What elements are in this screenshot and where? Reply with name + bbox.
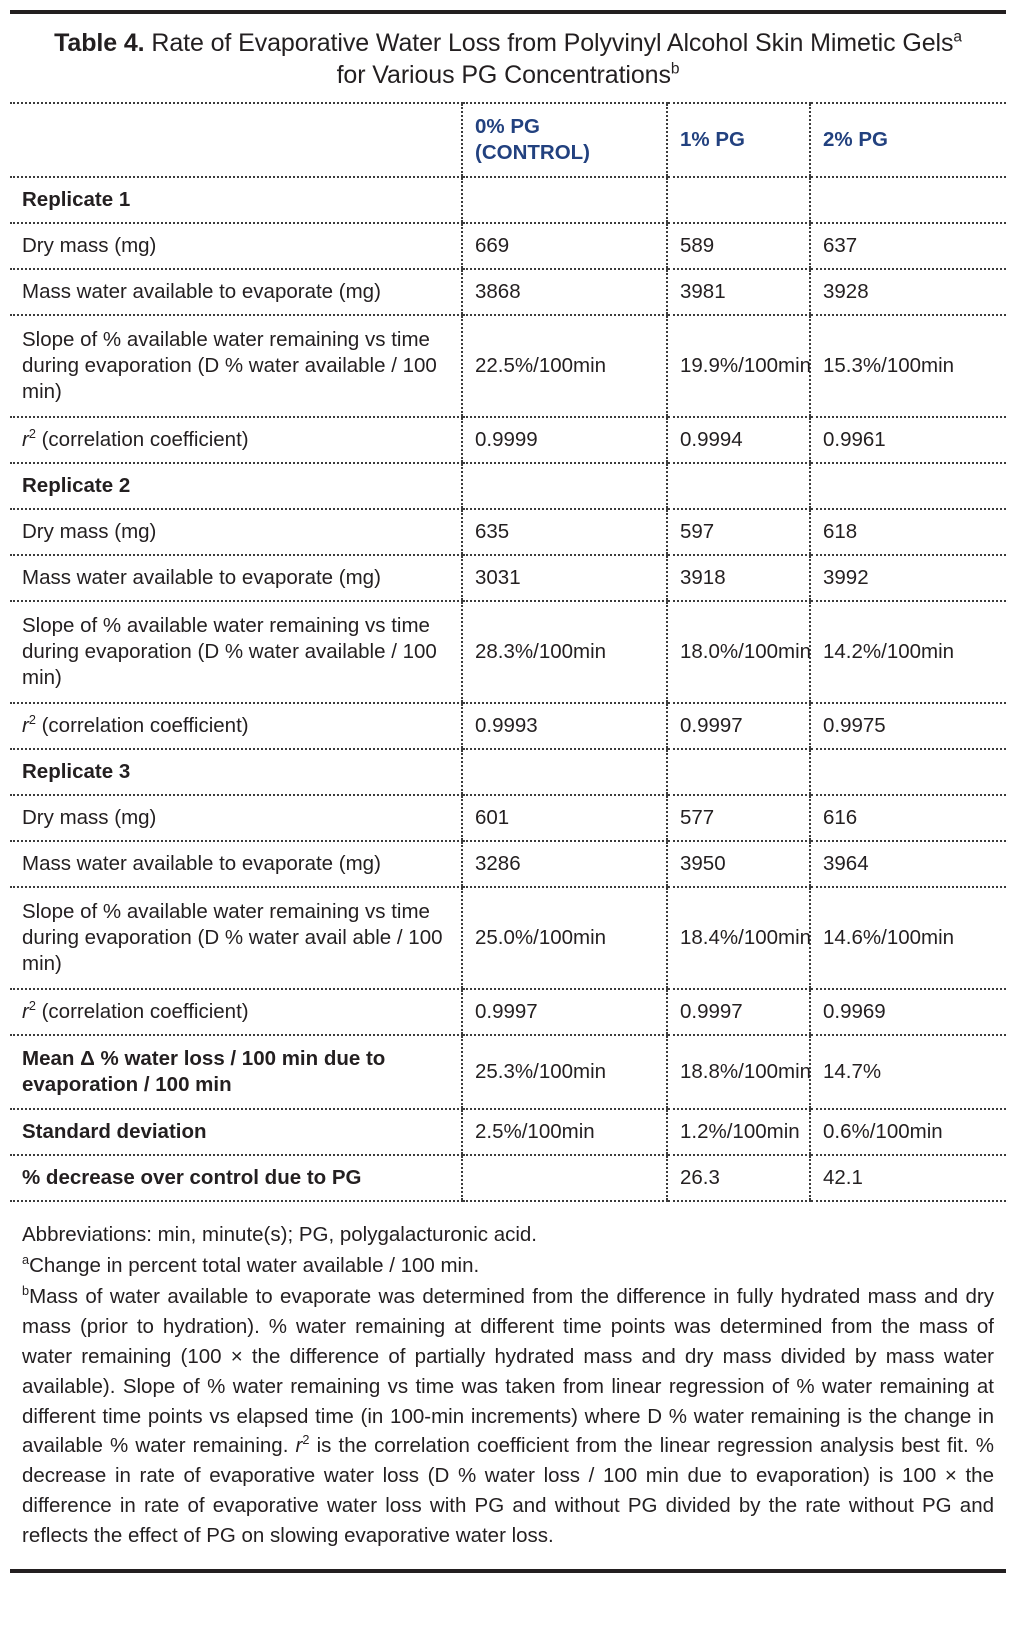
table-row [10,1109,1006,1155]
cell-pg2 [810,989,1006,1035]
row-label-cell [10,1109,462,1155]
footnote-b-marker: b [22,1283,30,1299]
cell-pg0 [462,177,667,223]
table-row [10,417,1006,463]
row-label-text: Replicate 3 [22,760,131,784]
table-row [10,887,1006,989]
table-row [10,315,1006,417]
table-row [10,795,1006,841]
cell-pg0 [462,1109,667,1155]
cell-pg0 [462,417,667,463]
cell-value: 3981 [680,280,726,304]
cell-pg1 [667,989,810,1035]
cell-pg2 [810,417,1006,463]
cell-pg1 [667,841,810,887]
cell-pg2 [810,1155,1006,1201]
cell-value: 669 [475,234,510,258]
footnote-b-text: Mass of water available to evaporate was determined from the difference in fully hydrated mass and dry mass (prior to hydration). % water remaining at different time points was determined from the mass of water remaining (100 × the difference of partially hydrated mass and dry mass divided by mass water available). Slope of % water remaining vs time was taken from linear regression of % water remaining at different time points vs elapsed time (in 100-min increments) where D % water remaining is the change in available % water remaining. [22,1284,994,1458]
r-squared-exponent: 2 [28,712,36,728]
column-header-pg1 [667,103,810,177]
row-label-text: Mean Δ % water loss / 100 min due to evaporation / 100 min [22,1047,386,1096]
r-squared-symbol: r [22,428,29,452]
cell-pg1 [667,795,810,841]
cell-pg2 [810,177,1006,223]
cell-pg2 [810,463,1006,509]
cell-value: 15.3%/100min [823,354,955,378]
row-label-cell [10,703,462,749]
row-label-cell [10,795,462,841]
table-header-row [10,103,1006,177]
cell-pg1 [667,223,810,269]
table-header [10,103,1006,177]
cell-value: 1.2%/100min [680,1120,800,1144]
cell-value: 2.5%/100min [475,1120,595,1144]
cell-value: 14.7% [823,1060,882,1084]
cell-pg1 [667,1155,810,1201]
row-label-cell [10,601,462,703]
table-body [10,177,1006,1201]
table-bottom-rule [10,1569,1006,1573]
row-label-text: Standard deviation [22,1120,207,1144]
cell-value: 3964 [823,852,869,876]
row-label-text: Slope of % available water remaining vs time during evaporation (D % water avail able / 100 min) [22,900,443,975]
table-row [10,223,1006,269]
row-label-cell [10,555,462,601]
cell-value: 26.3 [680,1166,720,1190]
column-header-pg2 [810,103,1006,177]
caption-superscript-a: a [953,28,962,46]
cell-pg0 [462,463,667,509]
footnote-b [22,1282,994,1551]
row-label-text: % decrease over control due to PG [22,1166,362,1190]
row-label-cell [10,315,462,417]
cell-pg0 [462,749,667,795]
row-label-text: Dry mass (mg) [22,234,157,258]
cell-value: 637 [823,234,858,258]
column-header-pg0 [462,103,667,177]
caption-text-2: for Various PG Concentrations [336,61,671,89]
cell-pg1 [667,1109,810,1155]
row-label-cell [10,223,462,269]
caption-label: Table 4. [54,29,145,57]
cell-value: 589 [680,234,715,258]
cell-value: 25.3%/100min [475,1060,607,1084]
cell-value: 0.9961 [823,428,886,452]
row-label-cell [10,509,462,555]
table-row [10,841,1006,887]
cell-value: 0.9999 [475,428,538,452]
cell-pg1 [667,601,810,703]
row-label-cell [10,177,462,223]
row-label-cell [10,1035,462,1109]
cell-pg2 [810,509,1006,555]
cell-pg2 [810,555,1006,601]
table-row [10,989,1006,1035]
footnote-abbreviations: Abbreviations: min, minute(s); PG, polygalacturonic acid. [22,1223,538,1246]
cell-pg1 [667,177,810,223]
cell-value: 3928 [823,280,869,304]
cell-value: 3031 [475,566,521,590]
table-row [10,749,1006,795]
cell-value: 42.1 [823,1166,863,1190]
cell-value: 597 [680,520,715,544]
footnote-a-text: Change in percent total water available / 100 min. [29,1253,480,1277]
cell-pg0 [462,269,667,315]
cell-value: 577 [680,806,715,830]
cell-value: 0.6%/100min [823,1120,943,1144]
cell-pg0 [462,555,667,601]
row-label-text: Slope of % available water remaining vs time during evaporation (D % water available / 100 min) [22,614,437,689]
row-label-cell [10,1155,462,1201]
cell-pg0 [462,315,667,417]
cell-value: 0.9993 [475,714,538,738]
table-row [10,1035,1006,1109]
cell-pg1 [667,463,810,509]
cell-value: 18.0%/100min [680,640,812,664]
cell-pg0 [462,841,667,887]
cell-pg0 [462,795,667,841]
cell-pg0 [462,703,667,749]
cell-pg2 [810,795,1006,841]
cell-value: 3992 [823,566,869,590]
table-row [10,269,1006,315]
row-label-text: Mass water available to evaporate (mg) [22,280,381,304]
cell-pg1 [667,417,810,463]
row-label-text: (correlation coefficient) [35,428,249,452]
row-label-text: Mass water available to evaporate (mg) [22,566,381,590]
cell-value: 0.9994 [680,428,743,452]
evaporation-data-table [10,102,1006,1202]
cell-pg1 [667,887,810,989]
cell-value: 0.9997 [475,1000,538,1024]
cell-value: 0.9969 [823,1000,886,1024]
row-label-cell [10,749,462,795]
row-label-cell [10,463,462,509]
row-label-text: Replicate 2 [22,474,131,498]
cell-value: 14.6%/100min [823,926,955,950]
row-label-text: Dry mass (mg) [22,520,157,544]
r-squared-exponent: 2 [28,426,36,442]
cell-pg1 [667,315,810,417]
cell-value: 18.4%/100min [680,926,812,950]
cell-value: 618 [823,520,858,544]
column-header-pg0-line2: (CONTROL) [475,141,591,164]
column-header-pg0-line1: 0% PG [475,115,540,139]
row-label-cell [10,269,462,315]
cell-value: 3918 [680,566,726,590]
cell-pg2 [810,269,1006,315]
cell-value: 0.9997 [680,1000,743,1024]
cell-pg2 [810,223,1006,269]
cell-pg1 [667,269,810,315]
cell-value: 18.8%/100min [680,1060,812,1084]
table-footnotes [10,1202,1006,1551]
footnote-b-r-symbol: r [295,1434,303,1458]
table-row [10,601,1006,703]
cell-pg2 [810,749,1006,795]
cell-value: 616 [823,806,858,830]
table-row [10,177,1006,223]
cell-value: 3286 [475,852,521,876]
table-row [10,703,1006,749]
cell-value: 25.0%/100min [475,926,607,950]
row-label-text: Mass water available to evaporate (mg) [22,852,381,876]
column-header-label [10,103,462,177]
row-label-text: Slope of % available water remaining vs time during evaporation (D % water available / 100 min) [22,328,437,403]
cell-pg0 [462,601,667,703]
cell-value: 22.5%/100min [475,354,607,378]
cell-pg1 [667,1035,810,1109]
cell-pg0 [462,887,667,989]
cell-pg2 [810,315,1006,417]
cell-pg0 [462,1035,667,1109]
table-row [10,555,1006,601]
cell-value: 635 [475,520,510,544]
row-label-cell [10,841,462,887]
table-row [10,463,1006,509]
cell-value: 3868 [475,280,521,304]
caption-text-1: Rate of Evaporative Water Loss from Polyvinyl Alcohol Skin Mimetic Gels [144,29,954,57]
r-squared-symbol: r [22,1000,29,1024]
cell-pg2 [810,887,1006,989]
cell-pg2 [810,1035,1006,1109]
footnote-a-marker: a [22,1252,30,1268]
r-squared-exponent: 2 [28,998,36,1014]
cell-pg2 [810,841,1006,887]
cell-pg0 [462,1155,667,1201]
caption-superscript-b: b [670,60,680,78]
cell-pg1 [667,703,810,749]
cell-pg1 [667,555,810,601]
table-page [0,10,1016,1626]
row-label-cell [10,417,462,463]
table-row [10,1155,1006,1201]
cell-value: 0.9975 [823,714,886,738]
cell-pg2 [810,601,1006,703]
row-label-text: Replicate 1 [22,188,131,212]
cell-pg2 [810,703,1006,749]
table-row [10,509,1006,555]
r-squared-symbol: r [22,714,29,738]
footnote-a [22,1251,994,1281]
cell-pg1 [667,749,810,795]
cell-pg2 [810,1109,1006,1155]
cell-pg1 [667,509,810,555]
column-header-pg2-line1: 2% PG [823,128,888,152]
row-label-text: Dry mass (mg) [22,806,157,830]
cell-pg0 [462,509,667,555]
row-label-cell [10,989,462,1035]
cell-value: 0.9997 [680,714,743,738]
row-label-cell [10,887,462,989]
cell-value: 19.9%/100min [680,354,812,378]
cell-pg0 [462,989,667,1035]
cell-value: 28.3%/100min [475,640,607,664]
cell-value: 3950 [680,852,726,876]
footnote-b-r-exponent: 2 [302,1432,310,1448]
table-caption [10,14,1006,102]
row-label-text: (correlation coefficient) [35,714,249,738]
cell-value: 14.2%/100min [823,640,955,664]
cell-value: 601 [475,806,510,830]
cell-pg0 [462,223,667,269]
column-header-pg1-line1: 1% PG [680,128,745,152]
footnote-b-tail: is the correlation coefficient from the linear regression analysis best fit. % decrease in rate of evaporative water loss (D % water loss / 100 min due to evaporation) is 100 × the difference in rate of evaporative water loss with PG and without PG divided by the rate without PG and reflects the effect of PG on slowing evaporative water loss. [22,1434,994,1548]
row-label-text: (correlation coefficient) [35,1000,249,1024]
